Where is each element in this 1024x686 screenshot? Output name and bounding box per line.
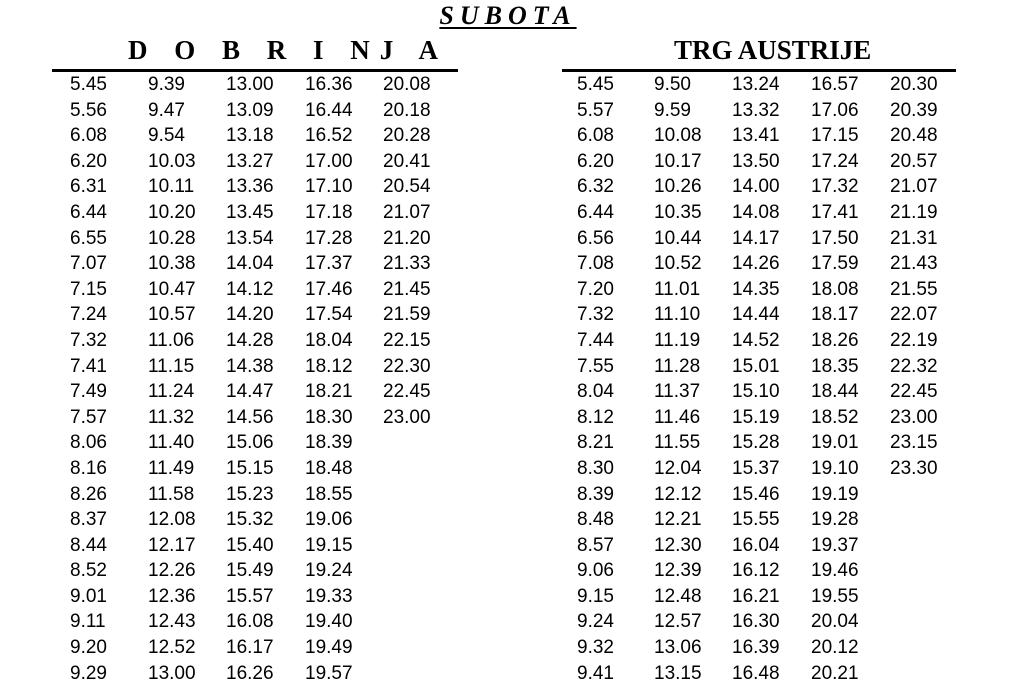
departure-time: 16.36	[305, 74, 353, 95]
departure-time: 18.48	[305, 457, 353, 479]
departure-time: 11.01	[654, 278, 701, 300]
departure-time: 14.12	[226, 278, 274, 300]
departure-time: 15.57	[226, 585, 274, 607]
departure-time: 12.30	[654, 534, 702, 556]
departure-time: 7.08	[577, 253, 614, 275]
departure-time: 5.45	[577, 74, 614, 95]
departure-time: 11.24	[148, 381, 195, 403]
departure-time: 15.32	[226, 509, 274, 531]
departure-time: 14.47	[226, 381, 274, 403]
departure-time: 16.48	[732, 662, 780, 684]
departure-time: 16.39	[732, 637, 780, 659]
departure-time: 17.28	[305, 227, 353, 249]
departure-time: 8.12	[577, 406, 614, 428]
departure-time: 7.57	[70, 406, 107, 428]
departure-time: 21.19	[890, 201, 938, 223]
departure-time: 21.20	[383, 227, 431, 249]
departure-time: 17.50	[811, 227, 859, 249]
departure-time: 18.26	[811, 329, 859, 351]
departure-time: 17.32	[811, 176, 859, 198]
departure-time: 20.41	[383, 150, 431, 172]
departure-time: 14.04	[226, 253, 274, 275]
departure-time: 9.20	[70, 637, 107, 659]
departure-time: 9.15	[577, 585, 614, 607]
departure-time: 10.52	[654, 253, 702, 275]
departure-time: 11.19	[654, 329, 701, 351]
departure-time: 18.17	[811, 304, 859, 326]
departure-time: 17.06	[811, 99, 859, 121]
departure-time: 10.11	[148, 176, 195, 198]
departure-time: 22.19	[890, 329, 938, 351]
departure-time: 12.39	[654, 560, 702, 582]
departure-time: 11.28	[654, 355, 701, 377]
station-heading-trg-austrije: TRG AUSTRIJE	[674, 35, 872, 65]
departure-time: 18.21	[305, 381, 353, 403]
departure-time: 12.12	[654, 483, 702, 505]
departure-time: 9.39	[148, 74, 185, 95]
departure-time: 13.00	[226, 74, 274, 95]
departure-time: 16.04	[732, 534, 780, 556]
departure-time: 15.15	[226, 457, 274, 479]
departure-time: 16.26	[226, 662, 274, 684]
departure-time: 20.57	[890, 150, 938, 172]
departure-time: 12.57	[654, 611, 702, 633]
departure-time: 15.37	[732, 457, 780, 479]
departure-time: 8.37	[70, 509, 107, 531]
departure-time: 19.01	[811, 432, 859, 454]
departure-time: 6.20	[70, 150, 107, 172]
departure-time: 17.46	[305, 278, 353, 300]
departure-time: 15.40	[226, 534, 274, 556]
departure-time: 10.17	[654, 150, 702, 172]
departure-time: 8.57	[577, 534, 614, 556]
departure-time: 16.52	[305, 125, 353, 147]
departure-time: 6.44	[577, 201, 614, 223]
departure-time: 22.15	[383, 329, 431, 351]
departure-time: 10.35	[654, 201, 702, 223]
departure-time: 14.52	[732, 329, 780, 351]
departure-time: 14.56	[226, 406, 274, 428]
departure-time: 6.44	[70, 201, 107, 223]
departure-time: 17.15	[811, 125, 859, 147]
departure-time: 8.52	[70, 560, 107, 582]
departure-time: 22.45	[890, 381, 938, 403]
departure-time: 9.54	[148, 125, 185, 147]
departure-time: 17.24	[811, 150, 859, 172]
departure-time: 19.55	[811, 585, 859, 607]
departure-time: 7.55	[577, 355, 614, 377]
departure-time: 12.26	[148, 560, 196, 582]
departure-time: 15.55	[732, 509, 780, 531]
departure-time: 21.55	[890, 278, 938, 300]
departure-time: 9.11	[70, 611, 106, 633]
timetable-column	[577, 72, 614, 686]
departure-time: 8.26	[70, 483, 107, 505]
departure-time: 6.08	[577, 125, 614, 147]
departure-time: 8.48	[577, 509, 614, 531]
departure-time: 20.54	[383, 176, 431, 198]
departure-time: 13.41	[732, 125, 780, 147]
departure-time: 10.20	[148, 201, 196, 223]
departure-time: 18.52	[811, 406, 859, 428]
departure-time: 20.04	[811, 611, 859, 633]
departure-time: 21.45	[383, 278, 431, 300]
departure-time: 19.28	[811, 509, 859, 531]
departure-time: 5.45	[70, 74, 107, 95]
departure-time: 13.50	[732, 150, 780, 172]
departure-time: 16.21	[732, 585, 780, 607]
departure-time: 16.17	[226, 637, 274, 659]
departure-time: 21.33	[383, 253, 431, 275]
departure-time: 7.49	[70, 381, 107, 403]
departure-time: 11.49	[148, 457, 195, 479]
departure-time: 10.26	[654, 176, 702, 198]
departure-time: 17.10	[305, 176, 353, 198]
departure-time: 22.30	[383, 355, 431, 377]
departure-time: 11.37	[654, 381, 701, 403]
departure-time: 18.44	[811, 381, 859, 403]
departure-time: 17.41	[811, 201, 859, 223]
departure-time: 22.32	[890, 355, 938, 377]
departure-time: 23.15	[890, 432, 938, 454]
page-title	[0, 1, 1016, 31]
departure-time: 9.47	[148, 99, 185, 121]
departure-time: 14.28	[226, 329, 274, 351]
departure-time: 20.28	[383, 125, 431, 147]
departure-time: 13.06	[654, 637, 702, 659]
departure-time: 23.00	[890, 406, 938, 428]
departure-time: 9.06	[577, 560, 614, 582]
departure-time: 11.40	[148, 432, 195, 454]
departure-time: 9.32	[577, 637, 614, 659]
departure-time: 18.08	[811, 278, 859, 300]
departure-time: 19.33	[305, 585, 353, 607]
departure-time: 8.39	[577, 483, 614, 505]
departure-time: 7.41	[70, 355, 107, 377]
departure-time: 18.39	[305, 432, 353, 454]
departure-time: 15.10	[732, 381, 780, 403]
departure-time: 14.26	[732, 253, 780, 275]
timetable-column	[148, 72, 196, 686]
departure-time: 11.15	[148, 355, 195, 377]
departure-time: 20.39	[890, 99, 938, 121]
departure-time: 13.45	[226, 201, 274, 223]
timetable-column	[732, 72, 780, 686]
departure-time: 7.20	[577, 278, 614, 300]
departure-time: 11.46	[654, 406, 701, 428]
departure-time: 21.59	[383, 304, 431, 326]
departure-time: 11.10	[654, 304, 701, 326]
page-title-text: SUBOTA	[439, 1, 577, 30]
departure-time: 8.06	[70, 432, 107, 454]
departure-time: 17.18	[305, 201, 353, 223]
departure-time: 10.47	[148, 278, 196, 300]
departure-time: 20.21	[811, 662, 859, 684]
departure-time: 14.38	[226, 355, 274, 377]
departure-time: 23.30	[890, 457, 938, 479]
departure-time: 18.35	[811, 355, 859, 377]
departure-time: 5.57	[577, 99, 614, 121]
departure-time: 14.35	[732, 278, 780, 300]
departure-time: 18.30	[305, 406, 353, 428]
departure-time: 9.01	[70, 585, 107, 607]
departure-time: 12.52	[148, 637, 196, 659]
timetable-column	[70, 72, 107, 686]
departure-time: 6.55	[70, 227, 107, 249]
departure-time: 19.24	[305, 560, 353, 582]
departure-time: 7.32	[70, 329, 107, 351]
departure-time: 18.55	[305, 483, 353, 505]
departure-time: 11.58	[148, 483, 195, 505]
departure-time: 6.08	[70, 125, 107, 147]
timetable-column	[305, 72, 353, 686]
departure-time: 12.08	[148, 509, 196, 531]
departure-time: 13.54	[226, 227, 274, 249]
departure-time: 15.28	[732, 432, 780, 454]
departure-time: 6.20	[577, 150, 614, 172]
departure-time: 7.07	[70, 253, 107, 275]
departure-time: 8.30	[577, 457, 614, 479]
departure-time: 12.48	[654, 585, 702, 607]
departure-time: 12.21	[654, 509, 702, 531]
departure-time: 19.49	[305, 637, 353, 659]
timetable-column	[654, 72, 702, 686]
departure-time: 6.32	[577, 176, 614, 198]
departure-time: 13.27	[226, 150, 274, 172]
departure-time: 13.36	[226, 176, 274, 198]
departure-time: 7.32	[577, 304, 614, 326]
departure-time: 16.57	[811, 74, 859, 95]
departure-time: 12.04	[654, 457, 702, 479]
departure-time: 15.49	[226, 560, 274, 582]
departure-time: 15.23	[226, 483, 274, 505]
departure-time: 19.19	[811, 483, 859, 505]
departure-time: 9.24	[577, 611, 614, 633]
departure-time: 7.44	[577, 329, 614, 351]
departure-time: 14.08	[732, 201, 780, 223]
departure-time: 12.36	[148, 585, 196, 607]
departure-time: 9.41	[577, 662, 614, 684]
departure-time: 19.10	[811, 457, 859, 479]
departure-time: 22.07	[890, 304, 938, 326]
departure-time: 21.43	[890, 253, 938, 275]
departure-time: 12.43	[148, 611, 196, 633]
timetable-column	[811, 72, 859, 686]
departure-time: 7.15	[70, 278, 107, 300]
timetable-column	[226, 72, 274, 686]
departure-time: 9.29	[70, 662, 107, 684]
departure-time: 14.20	[226, 304, 274, 326]
departure-time: 14.17	[732, 227, 780, 249]
departure-time: 17.37	[305, 253, 353, 275]
departure-time: 19.37	[811, 534, 859, 556]
departure-time: 13.32	[732, 99, 780, 121]
departure-time: 10.57	[148, 304, 196, 326]
departure-time: 14.00	[732, 176, 780, 198]
departure-time: 9.59	[654, 99, 691, 121]
departure-time: 21.07	[383, 201, 431, 223]
departure-time: 20.12	[811, 637, 859, 659]
departure-time: 15.46	[732, 483, 780, 505]
departure-time: 13.18	[226, 125, 274, 147]
departure-time: 15.01	[732, 355, 780, 377]
departure-time: 9.50	[654, 74, 691, 95]
departure-time: 17.54	[305, 304, 353, 326]
timetable-column	[890, 72, 938, 482]
departure-time: 10.44	[654, 227, 702, 249]
station-heading-dobrinja: D O B R I NJ A	[128, 35, 449, 65]
departure-time: 20.48	[890, 125, 938, 147]
departure-time: 19.57	[305, 662, 353, 684]
departure-time: 8.21	[577, 432, 614, 454]
departure-time: 8.04	[577, 381, 614, 403]
departure-time: 11.32	[148, 406, 195, 428]
departure-time: 10.03	[148, 150, 196, 172]
departure-time: 16.12	[732, 560, 780, 582]
departure-time: 21.07	[890, 176, 938, 198]
timetable-column	[383, 72, 431, 430]
departure-time: 6.56	[577, 227, 614, 249]
departure-time: 13.24	[732, 74, 780, 95]
departure-time: 19.06	[305, 509, 353, 531]
departure-time: 17.59	[811, 253, 859, 275]
departure-time: 7.24	[70, 304, 107, 326]
departure-time: 21.31	[890, 227, 938, 249]
departure-time: 18.04	[305, 329, 353, 351]
departure-time: 11.06	[148, 329, 195, 351]
departure-time: 18.12	[305, 355, 353, 377]
departure-time: 19.40	[305, 611, 353, 633]
departure-time: 22.45	[383, 381, 431, 403]
departure-time: 20.30	[890, 74, 938, 95]
departure-time: 15.06	[226, 432, 274, 454]
departure-time: 20.08	[383, 74, 431, 95]
departure-time: 8.16	[70, 457, 107, 479]
departure-time: 19.15	[305, 534, 353, 556]
departure-time: 11.55	[654, 432, 701, 454]
departure-time: 6.31	[70, 176, 107, 198]
departure-time: 13.00	[148, 662, 196, 684]
departure-time: 14.44	[732, 304, 780, 326]
departure-time: 13.09	[226, 99, 274, 121]
departure-time: 10.28	[148, 227, 196, 249]
departure-time: 10.38	[148, 253, 196, 275]
departure-time: 16.08	[226, 611, 274, 633]
departure-time: 16.30	[732, 611, 780, 633]
departure-time: 10.08	[654, 125, 702, 147]
departure-time: 8.44	[70, 534, 107, 556]
departure-time: 20.18	[383, 99, 431, 121]
departure-time: 13.15	[654, 662, 702, 684]
departure-time: 23.00	[383, 406, 431, 428]
departure-time: 15.19	[732, 406, 780, 428]
departure-time: 5.56	[70, 99, 107, 121]
departure-time: 12.17	[148, 534, 196, 556]
departure-time: 17.00	[305, 150, 353, 172]
departure-time: 16.44	[305, 99, 353, 121]
departure-time: 19.46	[811, 560, 859, 582]
